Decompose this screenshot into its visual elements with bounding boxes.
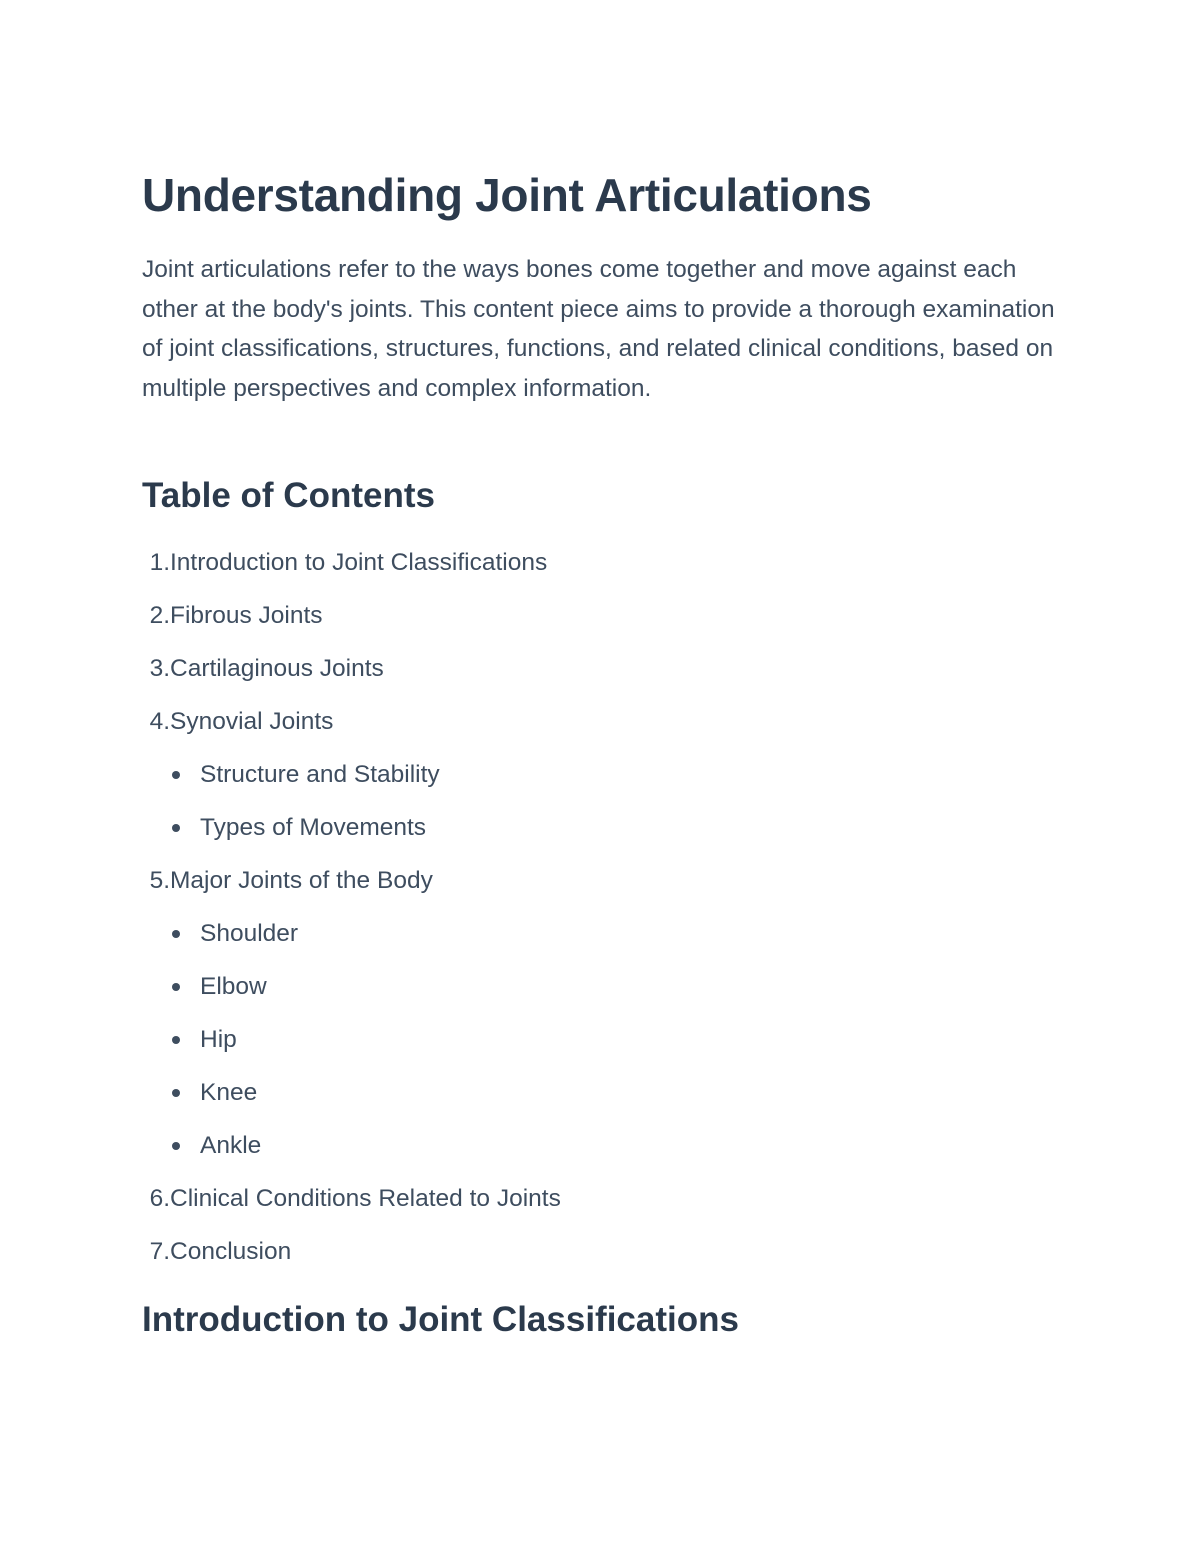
toc-item-fibrous-joints[interactable]	[142, 598, 561, 651]
toc-subitem-ankle[interactable]	[142, 1128, 561, 1181]
toc-subitem-knee[interactable]	[142, 1075, 561, 1128]
toc-item-major-joints[interactable]	[142, 863, 561, 916]
toc-subitem-shoulder[interactable]	[142, 916, 561, 969]
bullet-icon	[172, 1036, 180, 1044]
toc-subitem-label: Types of Movements	[200, 814, 427, 841]
toc-item-label: Clinical Conditions Related to Joints	[170, 1185, 561, 1212]
bullet-icon	[172, 930, 180, 938]
toc-item-synovial-joints[interactable]	[142, 704, 561, 757]
toc-item-number: 1.	[149, 549, 170, 576]
toc-subitem-structure-stability[interactable]	[142, 757, 561, 810]
toc-subitem-label: Shoulder	[200, 920, 299, 947]
toc-subitem-types-of-movements[interactable]	[142, 810, 561, 863]
toc-item-label: Conclusion	[170, 1238, 292, 1265]
toc-item-label: Fibrous Joints	[170, 602, 323, 629]
toc-subitem-label: Ankle	[200, 1132, 262, 1159]
bullet-icon	[172, 1142, 180, 1150]
toc-subitem-label: Hip	[200, 1026, 237, 1053]
toc-subitem-hip[interactable]	[142, 1022, 561, 1075]
toc-heading: Table of Contents	[142, 476, 435, 515]
toc-item-number: 5.	[149, 867, 170, 894]
toc-item-label: Synovial Joints	[170, 708, 334, 735]
toc-item-clinical-conditions[interactable]	[142, 1181, 561, 1234]
toc-item-conclusion[interactable]	[142, 1234, 561, 1287]
toc-item-number: 3.	[149, 655, 170, 682]
bullet-icon	[172, 771, 180, 779]
toc-item-number: 4.	[149, 708, 170, 735]
toc-item-label: Introduction to Joint Classifications	[170, 549, 548, 576]
bullet-icon	[172, 983, 180, 991]
toc-item-introduction[interactable]	[142, 545, 561, 598]
toc-item-label: Cartilaginous Joints	[170, 655, 384, 682]
toc-item-number: 2.	[149, 602, 170, 629]
bullet-icon	[172, 824, 180, 832]
table-of-contents	[142, 545, 561, 1287]
intro-paragraph: Joint articulations refer to the ways bones come together and move against each other at the body's joints. This content piece aims to provide a thorough examination of joint classifications, structures, functions, and related clinical conditions, based on multiple perspectives and complex information.	[142, 256, 1055, 402]
toc-subitem-label: Structure and Stability	[200, 761, 440, 788]
bullet-icon	[172, 1089, 180, 1097]
toc-item-cartilaginous-joints[interactable]	[142, 651, 561, 704]
toc-item-number: 7.	[149, 1238, 170, 1265]
toc-subitem-label: Elbow	[200, 973, 267, 1000]
toc-subitem-elbow[interactable]	[142, 969, 561, 1022]
toc-item-label: Major Joints of the Body	[170, 867, 433, 894]
toc-item-number: 6.	[149, 1185, 170, 1212]
page-title: Understanding Joint Articulations	[142, 169, 872, 221]
toc-subitem-label: Knee	[200, 1079, 258, 1106]
section-heading: Introduction to Joint Classifications	[142, 1300, 739, 1339]
